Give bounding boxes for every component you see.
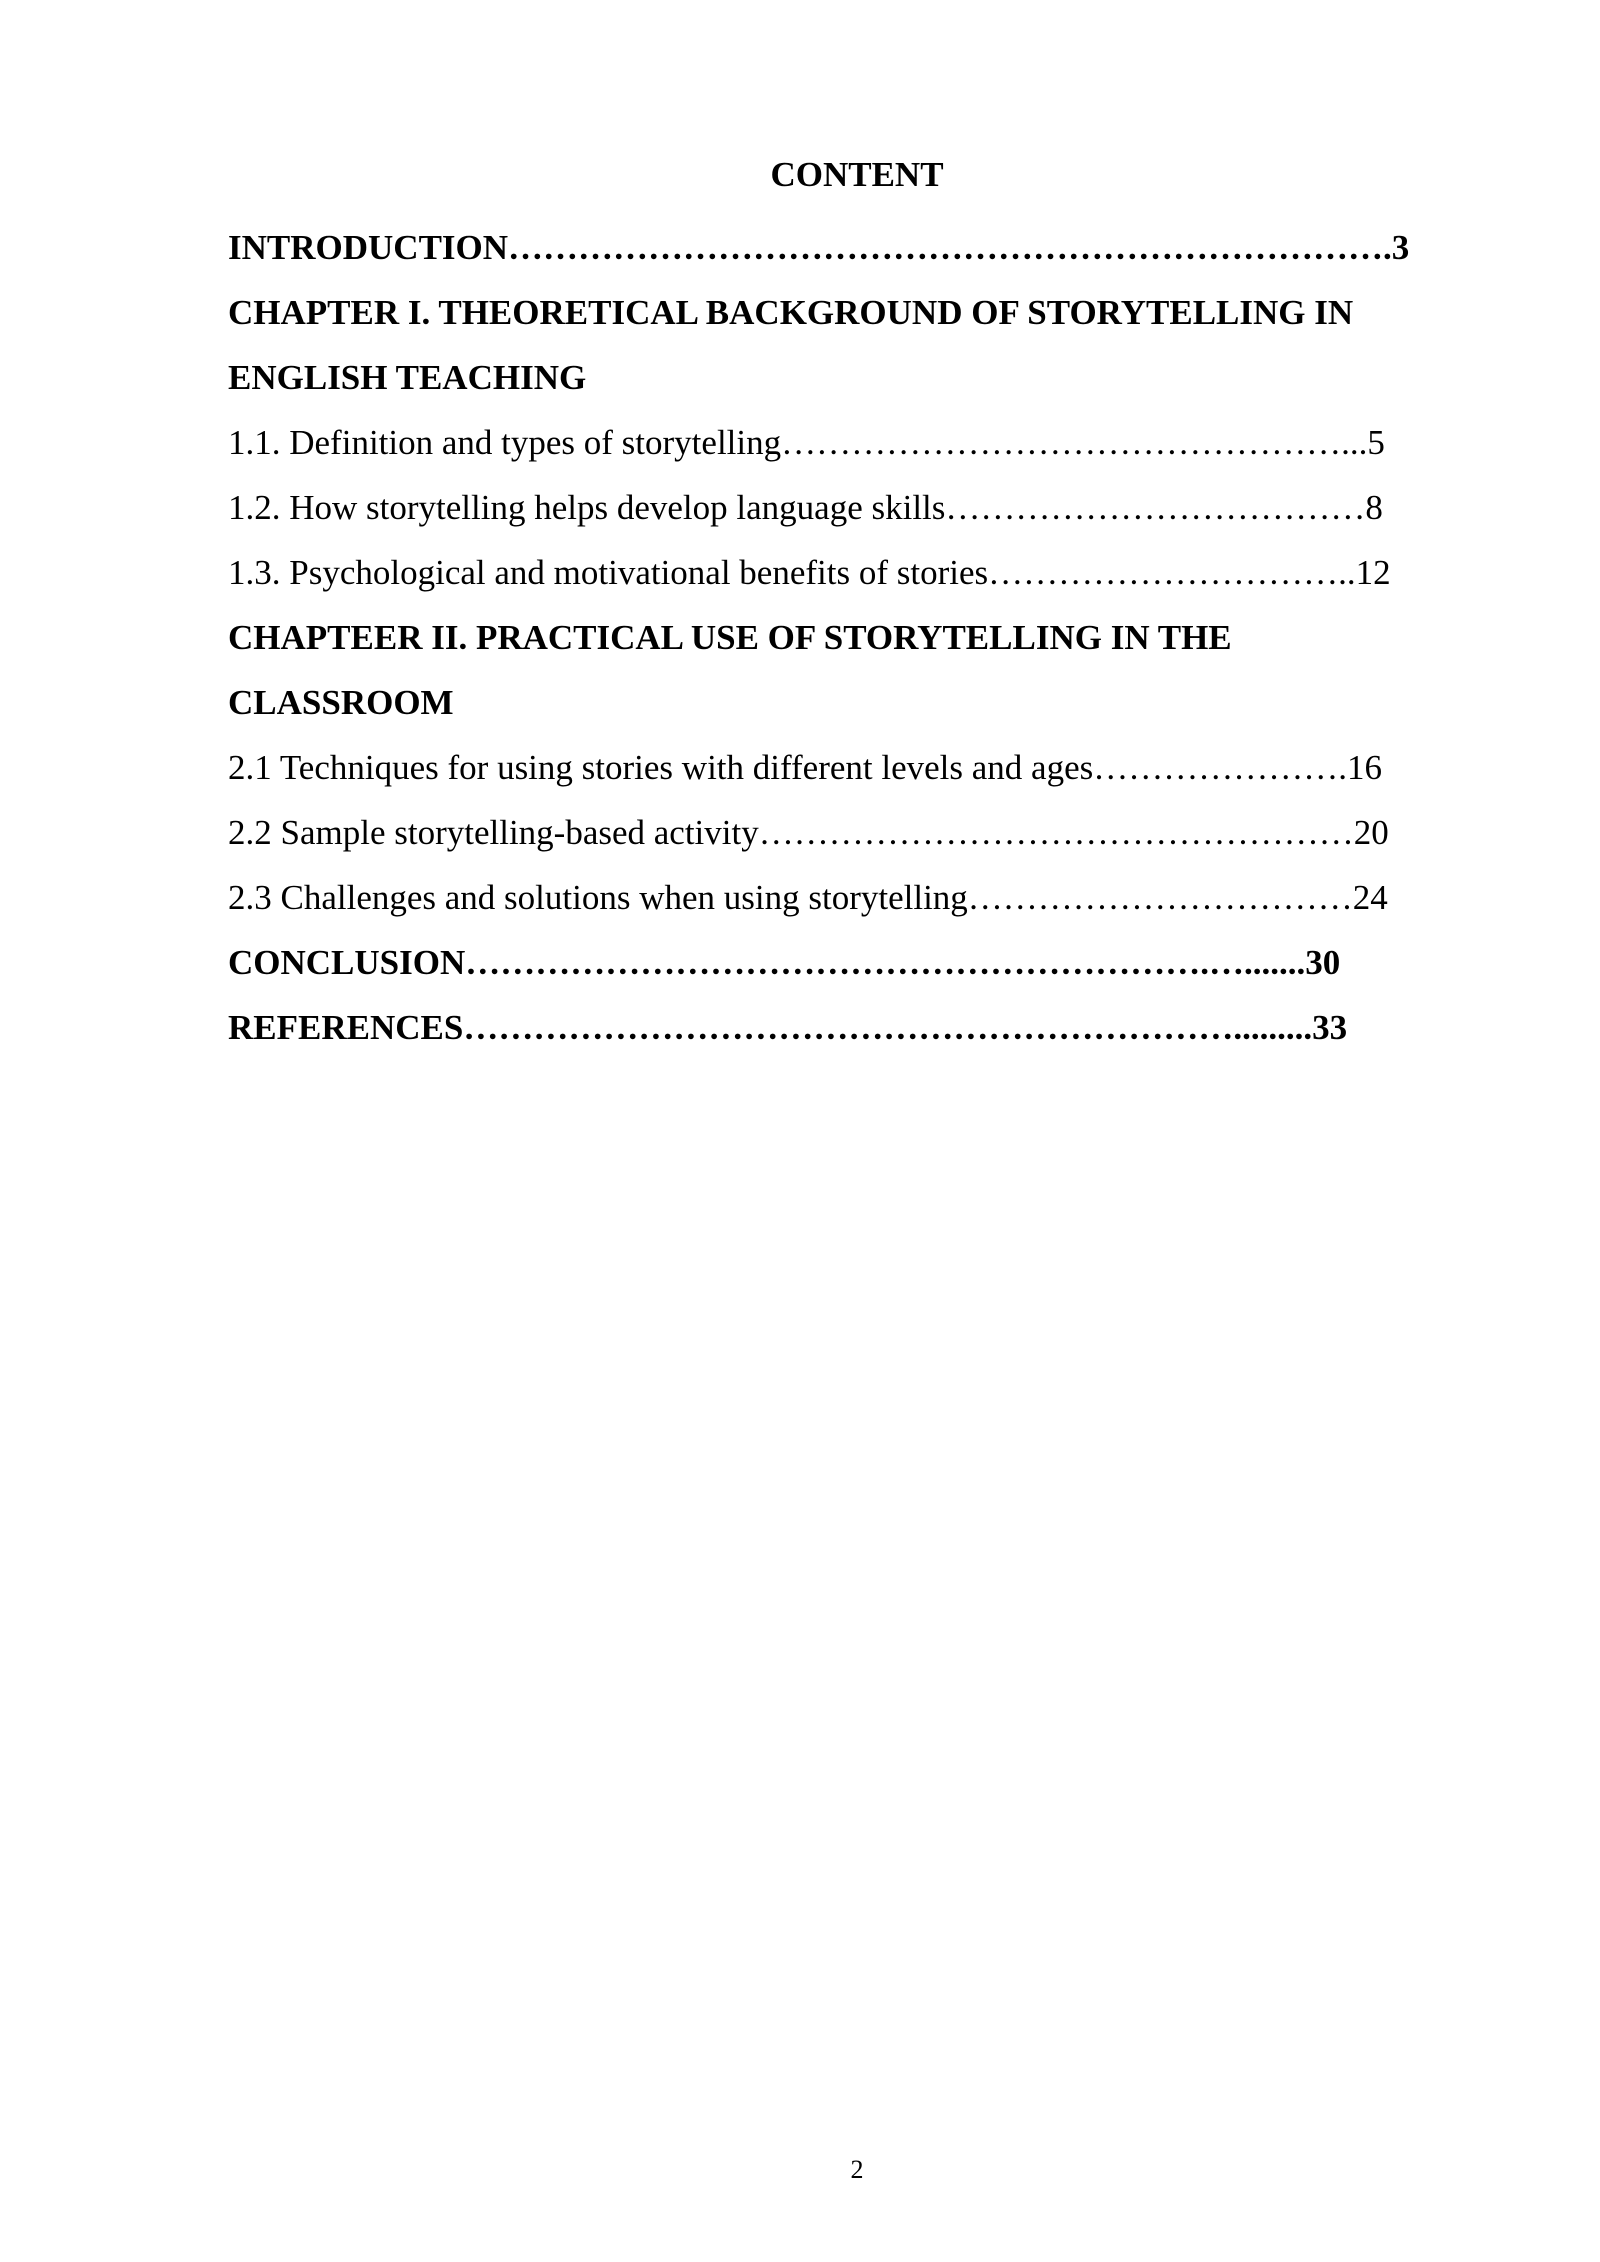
toc-chapter-2-title-line-2: CLASSROOM [228,683,454,722]
toc-entry-introduction: INTRODUCTION………………………………………………………………….3 [228,228,1410,267]
toc-entry-1-3: 1.3. Psychological and motivational benefits of stories…………………………..12 [228,553,1391,592]
toc-entry-1-2: 1.2. How storytelling helps develop language skills………………………………8 [228,488,1383,527]
toc-entry-1-1: 1.1. Definition and types of storytelling…………………………………………...5 [228,423,1385,462]
toc-entry-conclusion: CONCLUSION……………………………………………………….….......30 [228,943,1341,982]
toc-chapter-1-title-line-2: ENGLISH TEACHING [228,358,587,397]
toc-chapter-2-title-line-1: CHAPTEER II. PRACTICAL USE OF STORYTELLING IN THE [228,618,1232,657]
table-of-contents [228,215,1478,1060]
toc-chapter-1-title-line-1: CHAPTER I. THEORETICAL BACKGROUND OF STORYTELLING IN [228,293,1354,332]
toc-entry-2-1: 2.1 Techniques for using stories with different levels and ages………………….16 [228,748,1382,787]
toc-entry-2-2: 2.2 Sample storytelling-based activity……………………………………………20 [228,813,1389,852]
toc-entry-references: REFERENCES………………………………………………………….........33 [228,1008,1348,1047]
toc-entry-2-3: 2.3 Challenges and solutions when using storytelling……………………………24 [228,878,1388,917]
toc-heading: CONTENT [770,155,944,194]
page-number: 2 [850,2155,864,2184]
